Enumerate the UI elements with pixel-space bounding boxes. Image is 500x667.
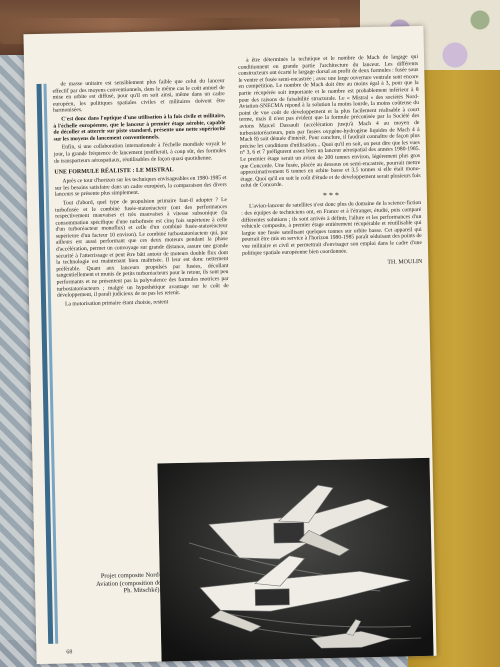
left-paragraph: de masse unitaire est sensiblement plus faible que celui du lanceur effectif par des moyens conventionnels, dans le même cas le coût annuel de mise en orbite est diffusé, pour qu'il en soit ainsi, même dans un cadre européen, les politiques spatiales civiles et militaires doivent être harmonisées. — [52, 78, 225, 115]
magazine-page — [23, 26, 436, 664]
page-number: 68 — [66, 649, 73, 656]
right-paragraph: à être déterminés la technique et le nombre de Mach de largage qui conditionnent en grande partie l'architecture du lanceur. Les différents constructeurs ont écarté le largage dorsal au profit de deux formules : fusée sous le ventre et fusée semi-encastrée ; avec une large ouverture ventrale sont encore en compétition. Le nombre de Mach doit être au moins égal à 3, pour que la partie récupérée soit importante et le nombre est probablement inférieur à 8 pour des raisons de faisabilité structurale. Le « Mistral » des sociétés Nord-Aviation-SNECMA répond à la solution la moins lourde, la moins coûteuse du point de vue coût de développement et la plus facilement réalisable à court terme, mais il n'est pas évident que la formule préconisée par la Société des avions Marcel Dassault (accélération jusqu'à Mach 4 au moyen de turbostatoréacteurs, puis par fusées oxygène-hydrogène liquides de Mach 4 à Mach 8) soit dénuée d'intérêt. Pour conclure, il faudrait connaître de façon plus précise les conditions d'utilisation... Quoi qu'il en soit, on peut dire que les vues n° 3, 6 et 7 préfigurent assez bien un lanceur aérospatial des années 1980-1985. Le premier étage serait un avion de 200 tonnes environ, légèrement plus gros que Concorde. Une fusée, placée au dessous ou semi-encastrée, pourrait mettre approximativement 6 tonnes en orbite basse et 3,5 tonnes si elle était mono-étage. Quoi qu'il en soit le coût d'étude et de développement serait plusieurs fois celui de Concorde. — [238, 54, 421, 190]
left-paragraph: Enfin, si une collaboration internationale à l'échelle mondiale voyait le jour, la grande fréquence de lancement justifierait, à coup sûr, des formules de transporteurs aérospatiaux, réutilisables de façon quasi quotidienne. — [53, 141, 226, 165]
left-paragraph: Après ce tour d'horizon sur les techniques envisageables en 1980-1985 et sur les besoins satisfaire dans un cadre européen, la comparaison des divers lanceurs se présente plus simplement. — [54, 175, 227, 198]
section-heading: UNE FORMULE RÉALISTE : LE MISTRAL — [54, 167, 174, 176]
section-separator: * * * — [322, 190, 339, 200]
left-paragraph: Tout d'abord, quel type de propulsion primaire faut-il adopter ? Le turbofusée et le combiné fusée-statoréacteur (ont des performances respectivement mauvaises et très mauvaises à vitesse subsonique (la consommation spécifique d'une turbofusée est cinq fois supérieure à celle d'un turboréacteur monoflux) et celle d'un combiné fusée-statoréacteur supérieure d'un facteur 10 environ). Le combiné turbostatoréacteur qui, par ailleurs est aussi performant que ces deux moteurs pendant la phase d'accélération, permet un convoyage sur grande distance, assure une grande sécurité à l'atterrissage et peut être bâti autour de moteurs double flux dont la technologie est maintenant bien maîtrisée. Il leur est donc nettement préférable. Quant aux lanceurs propulsés par fusées, décollant tangentiellement et munis de petits turboréacteurs pour le retour, ils sont peu performants et ne présentent pas la polyvalence des formules motrices par turbostatoréacteurs ; malgré un hypothétique avantage sur le coût de développement, il paraît judicieux de ne pas les retenir. — [55, 196, 229, 299]
left-bold-paragraph: C'est donc dans l'optique d'une utilisation à la fois civile et militaire, à l'échelle européenne, que le lanceur à premier étage aérobie, capable de décoller et atterrir sur piste standard, présente une nette supériorité sur les moyens de lancement conventionnels. — [53, 113, 226, 143]
author-signature: TH. MOULIN — [387, 259, 423, 266]
left-paragraph: La motorisation primaire étant choisie, restent — [65, 299, 169, 308]
left-column — [52, 78, 229, 310]
right-column — [238, 54, 422, 270]
illustration-caption: Projet composite Nord-Aviation (composition de Ph. Mitschké). — [96, 571, 162, 595]
spaceplane-artwork — [157, 458, 433, 662]
right-paragraph: L'avion-lanceur de satellites n'est donc plus du domaine de la science-fiction : des équipes de techniciens ont, en France et à l'étranger, étudié, puis comparé différentes solutions ; ils sont arrivés à définir, l'allure et les performances d'un véhicule composite, à premier étage entièrement récupérable et réutilisable qui largue une fusée satellisant quelques tonnes sur orbite basse. Cet appareil qui pourrait être mis en service à l'horizon 1980-1985 paraît séduisant des points de vue militaire et civil et permettrait d'envisager son emploi dans le cadre d'une politique spatiale européenne bien coordonnée. — [241, 200, 422, 257]
aircraft-illustration — [157, 458, 433, 662]
